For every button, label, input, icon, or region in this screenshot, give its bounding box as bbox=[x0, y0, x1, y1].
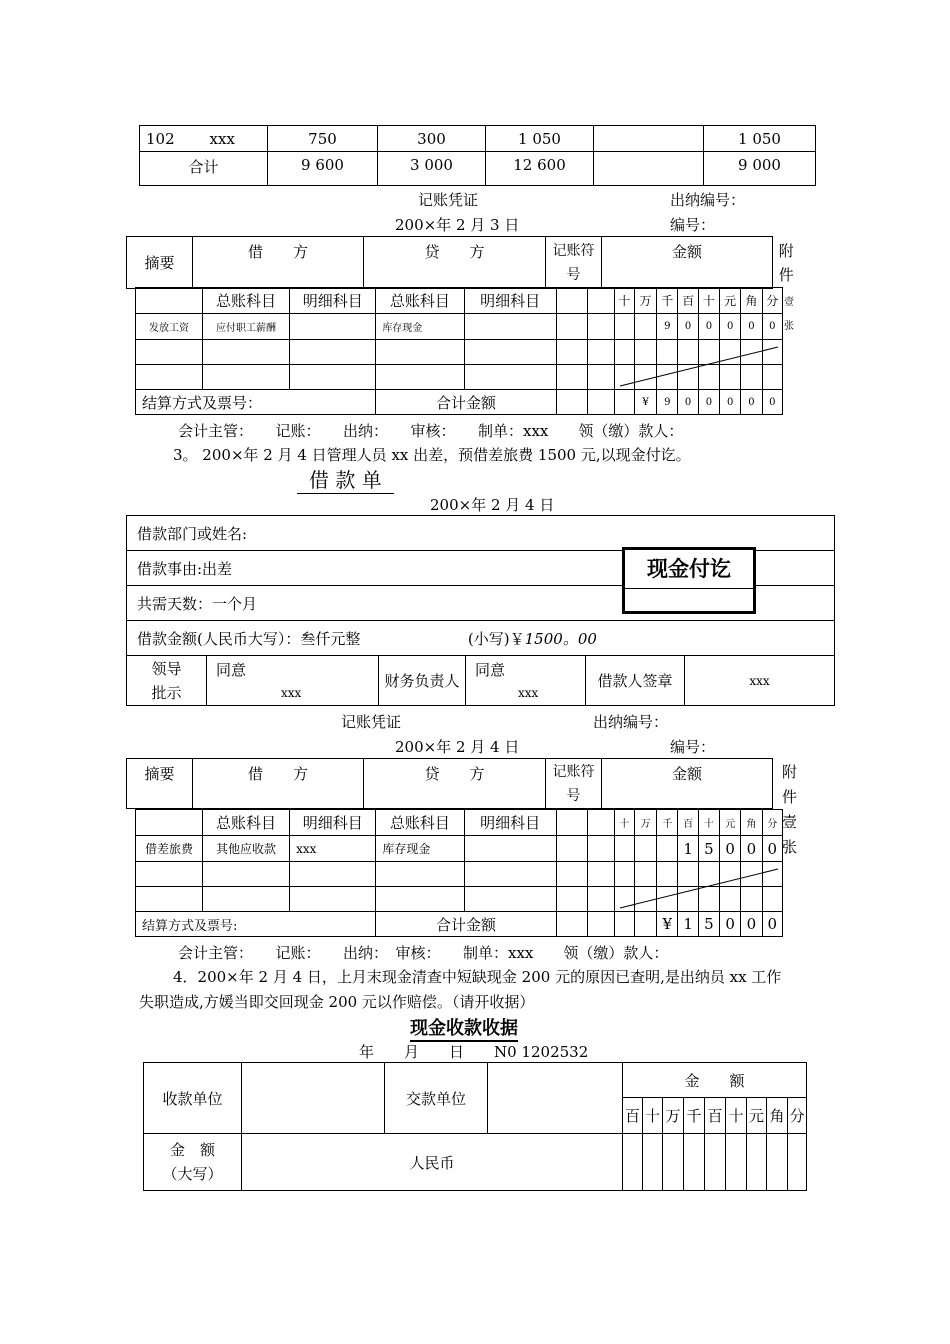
cashier-number: 出纳编号： bbox=[593, 713, 669, 731]
digit-header: 分 bbox=[788, 1098, 807, 1134]
digit-header: 十 bbox=[614, 810, 634, 836]
digit-header: 十 bbox=[698, 288, 719, 314]
digit-header: 分 bbox=[762, 288, 782, 314]
amount-digit: 0 bbox=[720, 314, 741, 340]
loan-amount-small-label: (小写)￥ bbox=[467, 629, 525, 648]
cell: 9 000 bbox=[704, 152, 816, 186]
detail-header: 明细科目 bbox=[464, 810, 556, 836]
cell: 9 600 bbox=[268, 152, 378, 186]
amount-digit bbox=[634, 836, 656, 862]
loan-title: 借 款 单 bbox=[297, 464, 394, 494]
total-digit: 0 bbox=[741, 390, 762, 415]
entry-credit-gl: 库存现金 bbox=[376, 314, 464, 340]
debit-header: 借 方 bbox=[193, 759, 364, 809]
amount-digit: 0 bbox=[741, 314, 762, 340]
voucher-header bbox=[126, 758, 800, 809]
digit-header: 百 bbox=[623, 1098, 643, 1134]
cell: 3 000 bbox=[378, 152, 486, 186]
total-digit: 9 bbox=[657, 390, 678, 415]
total-digit: 0 bbox=[741, 912, 762, 937]
attach-header: 附件 bbox=[778, 241, 794, 284]
digit-header: 十 bbox=[614, 288, 634, 314]
digit-header: 角 bbox=[767, 1098, 788, 1134]
gl-header: 总账科目 bbox=[202, 810, 289, 836]
cell: 300 bbox=[378, 126, 486, 152]
total-digit: 0 bbox=[678, 390, 698, 415]
item-4-text: 4．200×年 2 月 4 日，上月末现金清查中短缺现金 200 元的原因已查明,是出纳员 xx 工作 bbox=[173, 968, 782, 986]
item-3-text: 3。 200×年 2 月 4 日管理人员 xx 出差，预借差旅费 1500 元,以现金付讫。 bbox=[173, 446, 691, 464]
digit-header: 十 bbox=[726, 1098, 747, 1134]
total-digit: 0 bbox=[698, 390, 719, 415]
digit-header: 元 bbox=[720, 810, 741, 836]
leader-label: 领导批示 bbox=[127, 656, 207, 706]
leader-agree: 同意 bbox=[216, 661, 247, 679]
digit-header: 角 bbox=[741, 288, 762, 314]
entry-summary: 借差旅费 bbox=[136, 836, 203, 862]
voucher-number: 编号： bbox=[670, 216, 716, 234]
entry-debit-gl: 其他应收款 bbox=[202, 836, 289, 862]
voucher-date: 200×年 2 月 4 日 bbox=[395, 738, 520, 756]
total-amount-label: 合计金额 bbox=[376, 390, 557, 415]
digit-header: 万 bbox=[663, 1098, 684, 1134]
total-digit: 1 bbox=[678, 912, 698, 937]
digit-header: 百 bbox=[678, 810, 698, 836]
signature-line: 会计主管： 记账： 出纳： 审核： 制单：xxx 领（缴）款人： bbox=[178, 944, 669, 962]
mark-header: 记账符号 bbox=[546, 759, 602, 809]
digit-header: 千 bbox=[657, 810, 678, 836]
voucher-date: 200×年 2 月 3 日 bbox=[395, 216, 520, 234]
detail-header: 明细科目 bbox=[464, 288, 556, 314]
amount-digit: 0 bbox=[720, 836, 741, 862]
attach-count: 壹张 bbox=[784, 297, 794, 332]
cell: 1 050 bbox=[704, 126, 816, 152]
voucher-body bbox=[135, 809, 783, 937]
summary-header: 摘要 bbox=[127, 759, 193, 809]
amount-digit: 0 bbox=[762, 836, 782, 862]
voucher-number: 编号： bbox=[670, 738, 716, 756]
entry-summary: 发放工资 bbox=[136, 314, 203, 340]
total-digit bbox=[614, 912, 634, 937]
payer-unit-value[interactable] bbox=[488, 1063, 623, 1134]
total-digit: ¥ bbox=[634, 390, 656, 415]
mark-header: 记账符号 bbox=[546, 237, 602, 289]
entry-debit-gl: 应付职工薪酬 bbox=[202, 314, 289, 340]
summary-header: 摘要 bbox=[127, 237, 193, 289]
gl-header: 总账科目 bbox=[376, 810, 464, 836]
cash-paid-stamp bbox=[622, 547, 756, 614]
rmb-label: 人民币 bbox=[242, 1134, 623, 1191]
gl-header: 总账科目 bbox=[202, 288, 289, 314]
digit-header: 元 bbox=[720, 288, 741, 314]
loan-reason: 借款事由:出差 bbox=[127, 551, 835, 586]
total-amount-label: 合计金额 bbox=[376, 912, 557, 937]
credit-header: 贷 方 bbox=[364, 759, 546, 809]
borrower-sign: xxx bbox=[685, 656, 835, 706]
digit-header: 万 bbox=[634, 810, 656, 836]
digit-header: 十 bbox=[698, 810, 719, 836]
amount-header: 金 额 bbox=[623, 1063, 807, 1098]
settlement-label: 结算方式及票号: bbox=[136, 912, 376, 937]
loan-dept: 借款部门或姓名: bbox=[127, 516, 835, 551]
borrower-label: 借款人签章 bbox=[586, 656, 685, 706]
finance-sign: xxx bbox=[518, 686, 539, 700]
total-digit: 0 bbox=[762, 912, 782, 937]
loan-amount-small: 1500。00 bbox=[524, 629, 597, 648]
digit-header: 百 bbox=[705, 1098, 726, 1134]
credit-header: 贷 方 bbox=[364, 237, 546, 289]
amount-digit bbox=[657, 836, 678, 862]
payee-unit-value[interactable] bbox=[242, 1063, 385, 1134]
total-label: 合计 bbox=[140, 152, 268, 186]
total-digit bbox=[634, 912, 656, 937]
total-digit: 0 bbox=[762, 390, 782, 415]
digit-header: 万 bbox=[634, 288, 656, 314]
settlement-label: 结算方式及票号： bbox=[136, 390, 376, 415]
leader-sign: xxx bbox=[281, 686, 302, 700]
digit-header: 千 bbox=[684, 1098, 705, 1134]
amount-digit: 5 bbox=[698, 836, 719, 862]
amount-digit: 0 bbox=[762, 314, 782, 340]
detail-header: 明细科目 bbox=[290, 288, 376, 314]
voucher-title: 记账凭证 bbox=[418, 191, 479, 209]
amount-digit bbox=[614, 836, 634, 862]
loan-amount-big: 借款金额(人民币大写）：叁仟元整 bbox=[137, 629, 361, 648]
digit-header: 角 bbox=[741, 810, 762, 836]
signature-line: 会计主管： 记账： 出纳： 审核： 制单：xxx 领（缴）款人： bbox=[178, 422, 684, 440]
amount-digit: 0 bbox=[678, 314, 698, 340]
digit-header: 百 bbox=[678, 288, 698, 314]
cashier-number: 出纳编号： bbox=[670, 191, 746, 209]
digit-header: 元 bbox=[747, 1098, 767, 1134]
debit-header: 借 方 bbox=[193, 237, 364, 289]
amount-digit: 9 bbox=[657, 314, 678, 340]
digit-header: 千 bbox=[657, 288, 678, 314]
digit-header: 分 bbox=[762, 810, 782, 836]
payer-unit-label: 交款单位 bbox=[385, 1063, 488, 1134]
loan-days: 共需天数：一个月 bbox=[127, 586, 835, 621]
amount-header: 金额 bbox=[602, 759, 773, 809]
entry-credit-gl: 库存现金 bbox=[376, 836, 464, 862]
finance-agree: 同意 bbox=[475, 661, 506, 679]
amount-header: 金额 bbox=[602, 237, 773, 289]
amount-digit: 0 bbox=[698, 314, 719, 340]
receipt-date-number: 年 月 日 N0 1202532 bbox=[359, 1043, 589, 1061]
attach-label: 附件壹张 bbox=[782, 763, 798, 856]
receipt-title: 现金收款收据 bbox=[410, 1014, 518, 1042]
item-4-text-cont: 失职造成,方媛当即交回现金 200 元以作赔偿。（请开收据） bbox=[139, 993, 535, 1011]
row-code: 102 bbox=[140, 126, 178, 152]
gl-header: 总账科目 bbox=[376, 288, 464, 314]
row-name: xxx bbox=[178, 126, 268, 152]
voucher-title: 记账凭证 bbox=[341, 713, 402, 731]
total-digit: ¥ bbox=[657, 912, 678, 937]
digit-header: 十 bbox=[643, 1098, 663, 1134]
detail-header: 明细科目 bbox=[290, 810, 376, 836]
payee-unit-label: 收款单位 bbox=[144, 1063, 242, 1134]
amount-label: 金 额 bbox=[169, 1141, 215, 1159]
amount-digit: 1 bbox=[678, 836, 698, 862]
amount-label-big: （大写） bbox=[162, 1165, 223, 1183]
cell: 12 600 bbox=[486, 152, 594, 186]
entry-debit-detail: xxx bbox=[290, 836, 376, 862]
cell: 1 050 bbox=[486, 126, 594, 152]
loan-date: 200×年 2 月 4 日 bbox=[430, 496, 555, 514]
cell: 750 bbox=[268, 126, 378, 152]
stamp-text: 现金付讫 bbox=[625, 550, 753, 589]
receipt-form bbox=[143, 1062, 807, 1191]
finance-label: 财务负责人 bbox=[379, 656, 466, 706]
total-digit: 0 bbox=[720, 390, 741, 415]
total-digit: 5 bbox=[698, 912, 719, 937]
amount-digit: 0 bbox=[741, 836, 762, 862]
total-digit: 0 bbox=[720, 912, 741, 937]
